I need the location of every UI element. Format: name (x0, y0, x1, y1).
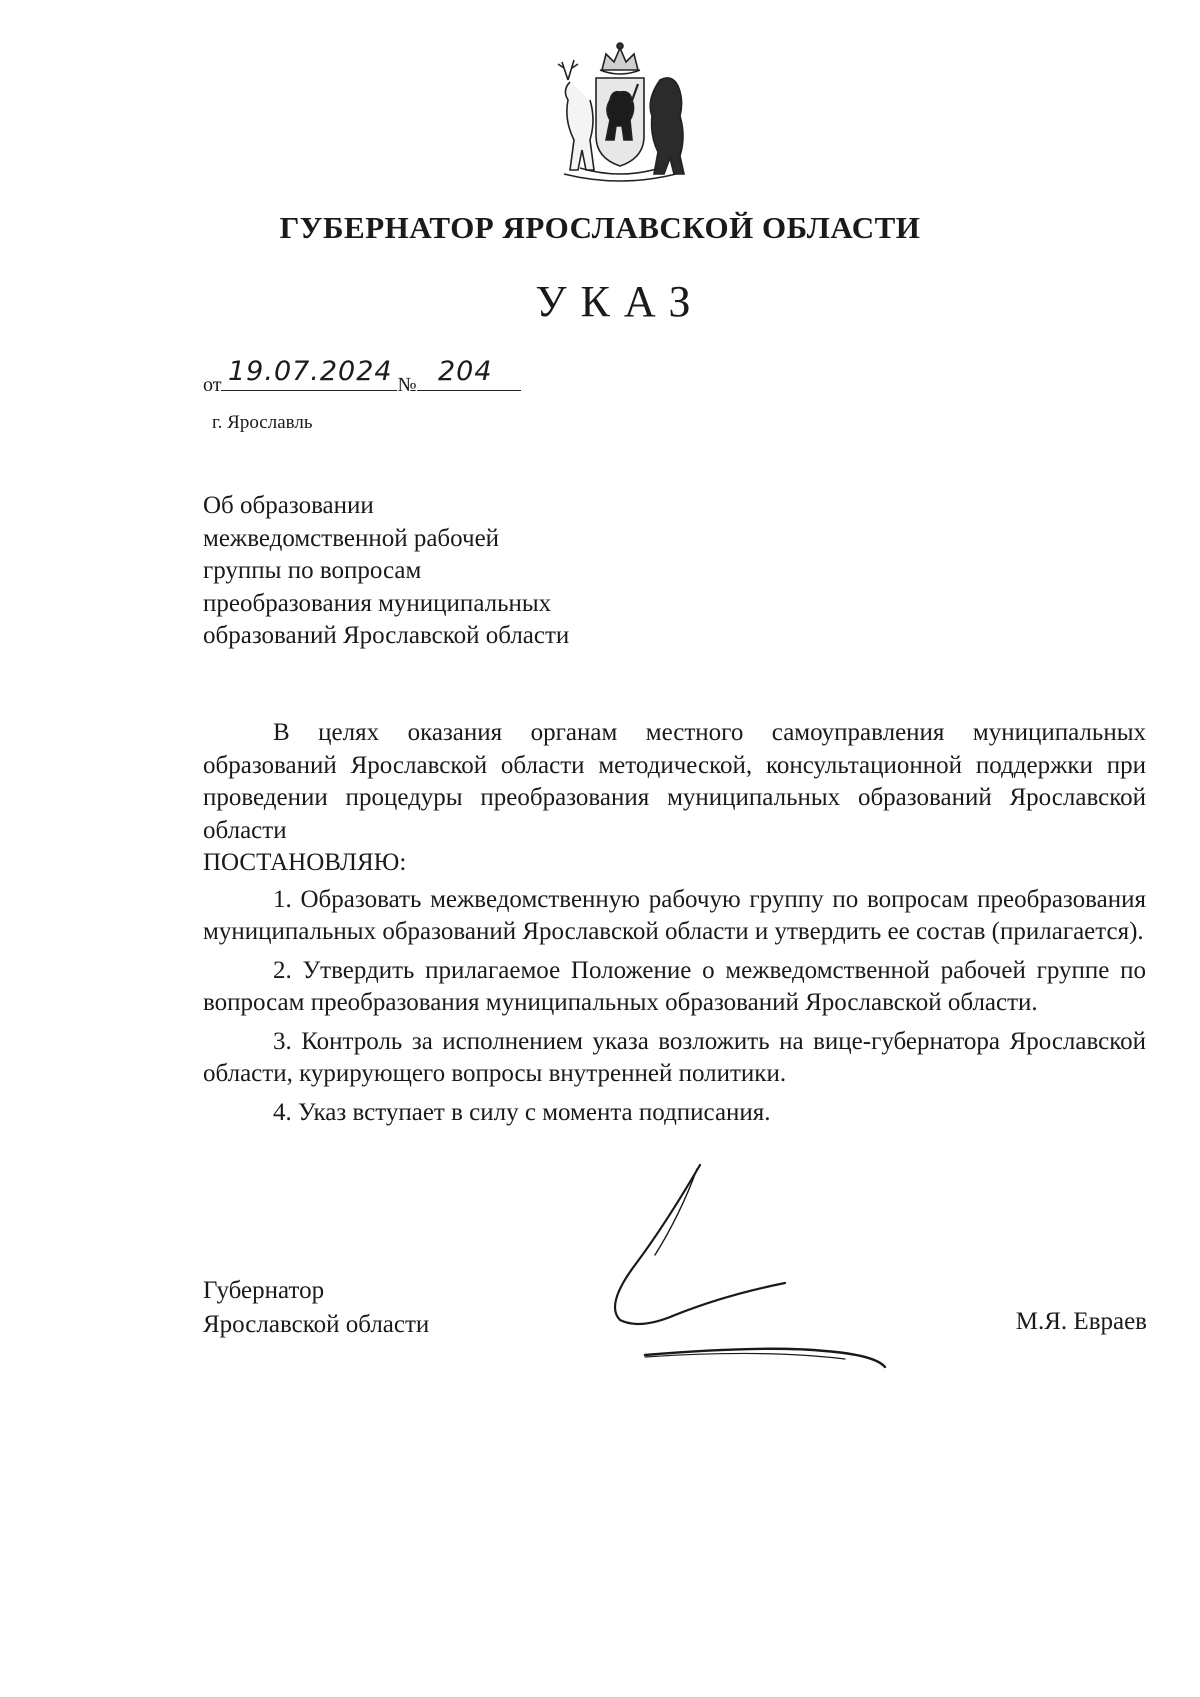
issuing-authority-title: ГУБЕРНАТОР ЯРОСЛАВСКОЙ ОБЛАСТИ (279, 210, 921, 245)
signatory-position-line: Ярославской области (203, 1311, 430, 1338)
decree-item: 4. Указ вступает в силу с момента подписания. (273, 1098, 771, 1126)
subject-line: группы по вопросам (203, 557, 422, 584)
signatory-position-line: Губернатор (203, 1277, 325, 1304)
yaroslavl-region-coat-of-arms-icon (540, 40, 700, 190)
decree-item: 2. Утвердить прилагаемое Положение о межведомственной рабочей группе по вопросам преобразования муниципальных образований Ярославской области. (203, 956, 1146, 1016)
handwritten-date: 19.07.2024 (228, 356, 393, 387)
decree-item: 1. Образовать межведомственную рабочую группу по вопросам преобразования муниципальных образований Ярославской области и утвердить ее состав (прилагается). (203, 885, 1146, 945)
decree-subject (203, 490, 569, 653)
decree-body (203, 717, 1146, 1135)
date-prefix: от (203, 374, 222, 396)
handwritten-signature (585, 1155, 965, 1395)
signatory-position (203, 1274, 429, 1342)
city-of-issue: г. Ярославль (212, 412, 313, 433)
subject-line: образований Ярославской области (203, 622, 570, 649)
preamble-paragraph: В целях оказания органам местного самоуправления муниципальных образований Ярославской области методической, консультационной поддержки при проведении процедуры преобразования муниципальных образований Ярославской области (203, 719, 1146, 844)
resolve-heading: ПОСТАНОВЛЯЮ: (203, 849, 407, 876)
number-sign: № (397, 374, 417, 396)
document-type-title: УКАЗ (535, 277, 705, 326)
decree-item: 3. Контроль за исполнением указа возложить на вице-губернатора Ярославской области, курирующего вопросы внутренней политики. (203, 1027, 1146, 1087)
handwritten-number: 204 (438, 356, 493, 387)
subject-line: межведомственной рабочей (203, 524, 500, 552)
signatory-name: М.Я. Евраев (1015, 1308, 1147, 1335)
subject-line: преобразования муниципальных (203, 589, 552, 617)
subject-line: Об образовании (203, 492, 374, 519)
